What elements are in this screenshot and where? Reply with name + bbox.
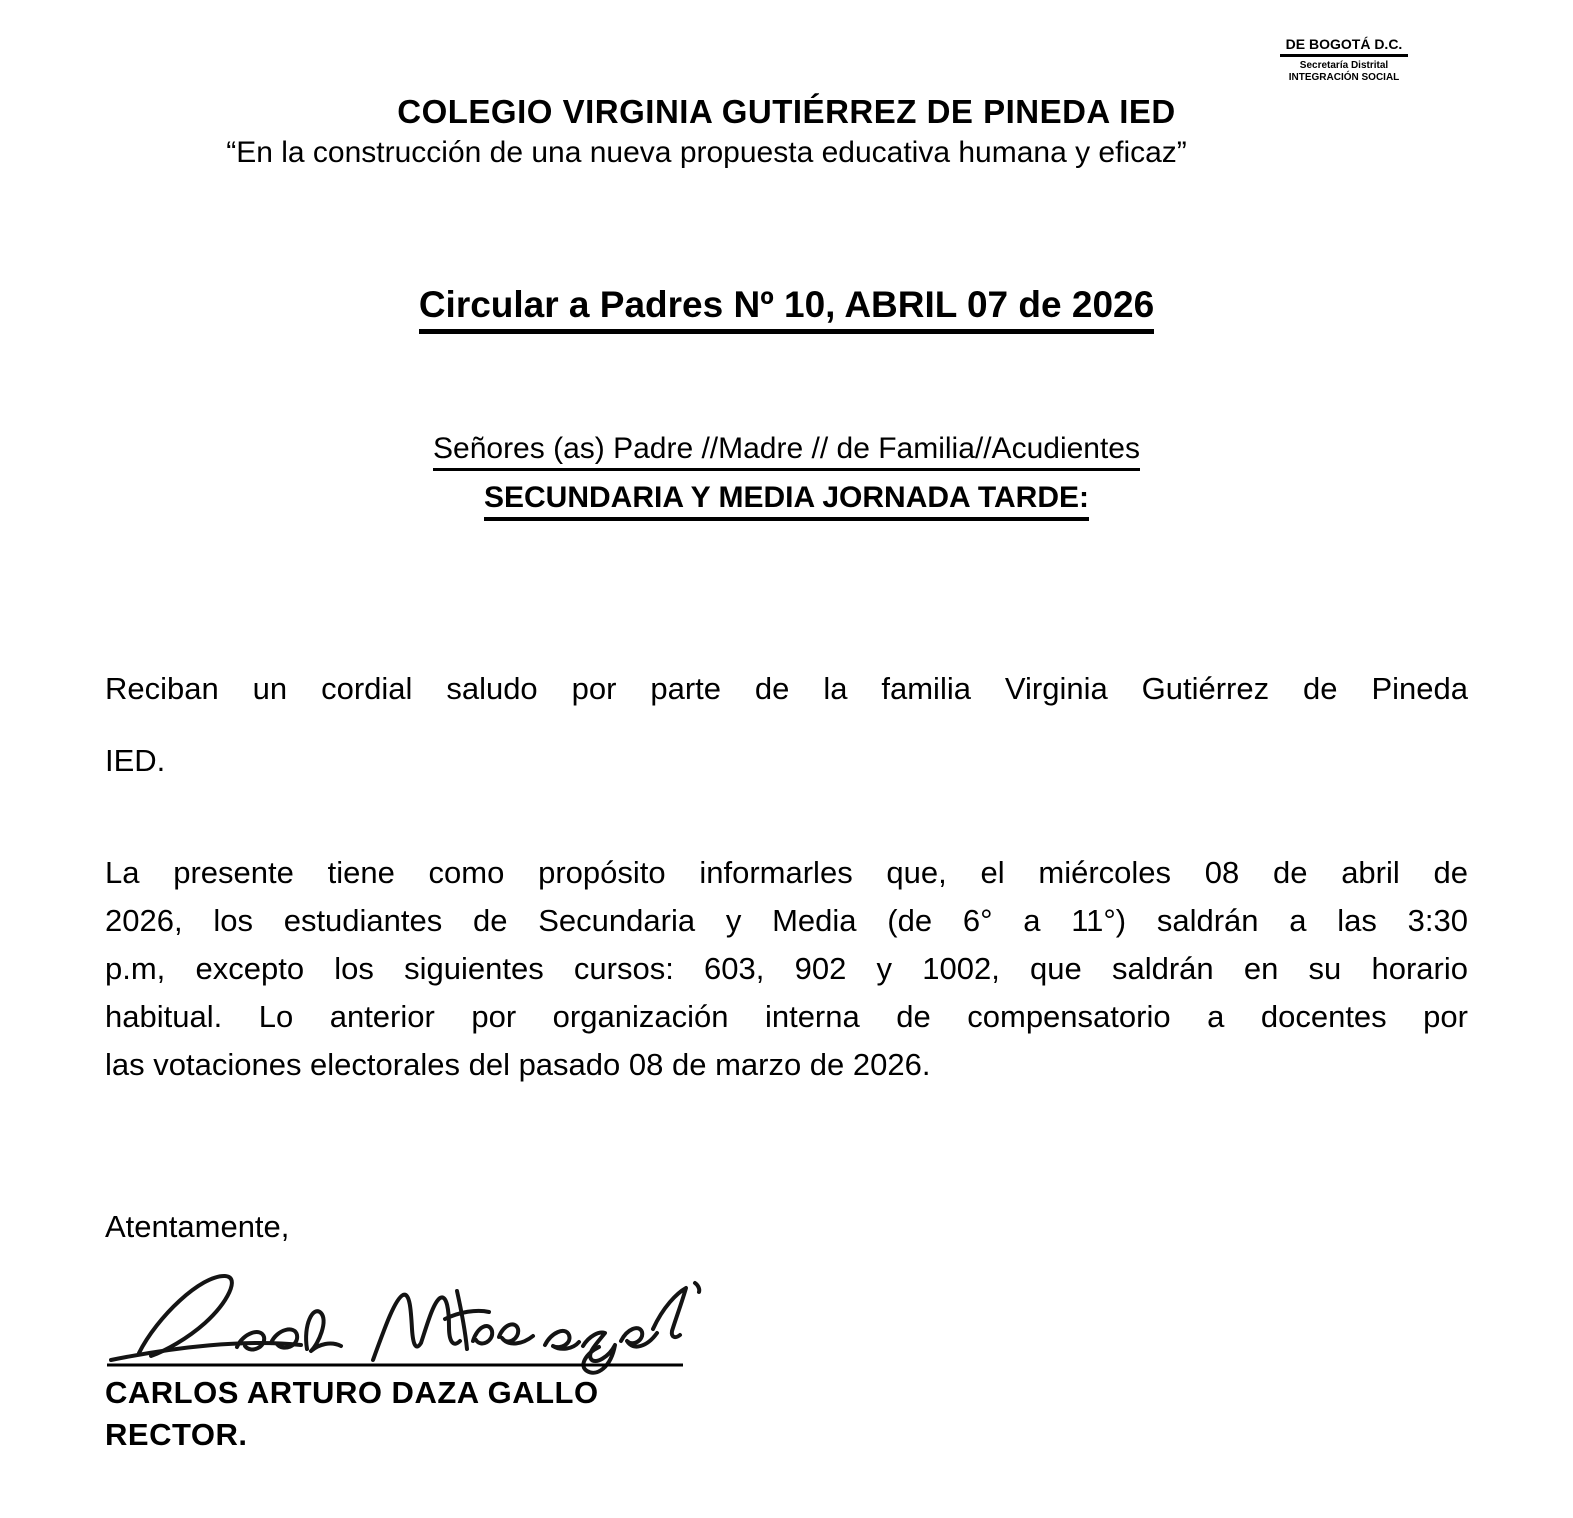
paragraph-line: las votaciones electorales del pasado 08 de marzo de 2026. bbox=[105, 1047, 931, 1082]
audience-line: SECUNDARIA Y MEDIA JORNADA TARDE: bbox=[484, 481, 1089, 521]
title-row bbox=[105, 284, 1468, 334]
signer-name: CARLOS ARTURO DAZA GALLO bbox=[105, 1375, 599, 1410]
audience-row bbox=[105, 481, 1468, 521]
signer-role: RECTOR. bbox=[105, 1417, 248, 1452]
closing-salutation: Atentamente, bbox=[105, 1209, 290, 1244]
school-name: COLEGIO VIRGINIA GUTIÉRREZ DE PINEDA IED bbox=[397, 93, 1176, 130]
circular-title: Circular a Padres Nº 10, ABRIL 07 de 2026 bbox=[419, 284, 1154, 334]
paragraph-line: p.m, excepto los siguientes cursos: 603, 902 y 1002, que saldrán en su horario bbox=[105, 951, 1468, 986]
body-paragraph-greeting bbox=[105, 653, 1468, 797]
logo-text-bogota: DE BOGOTÁ D.C. bbox=[1280, 36, 1408, 57]
paragraph-line: IED. bbox=[105, 743, 166, 778]
body-paragraph-announcement bbox=[105, 849, 1468, 1089]
paragraph-line: 2026, los estudiantes de Secundaria y Media (de 6° a 11°) saldrán a las 3:30 bbox=[105, 903, 1468, 938]
paragraph-line: La presente tiene como propósito informarles que, el miércoles 08 de abril de bbox=[105, 855, 1468, 890]
paragraph-line: Reciban un cordial saludo por parte de la familia Virginia Gutiérrez de Pineda bbox=[105, 671, 1468, 706]
signature-block bbox=[105, 1263, 705, 1381]
school-header bbox=[105, 0, 1468, 172]
secretaria-logo bbox=[1280, 36, 1408, 83]
logo-text-integracion: INTEGRACIÓN SOCIAL bbox=[1288, 71, 1400, 83]
recipients-line: Señores (as) Padre //Madre // de Familia//Acudientes bbox=[433, 432, 1140, 471]
paragraph-line: habitual. Lo anterior por organización interna de compensatorio a docentes por bbox=[105, 999, 1468, 1034]
school-motto: “En la construcción de una nueva propuesta educativa humana y eficaz” bbox=[226, 136, 1187, 169]
logo-text-secretaria: Secretaría Distrital bbox=[1299, 60, 1389, 72]
recipients-row bbox=[105, 432, 1468, 471]
signature-image bbox=[105, 1263, 705, 1381]
